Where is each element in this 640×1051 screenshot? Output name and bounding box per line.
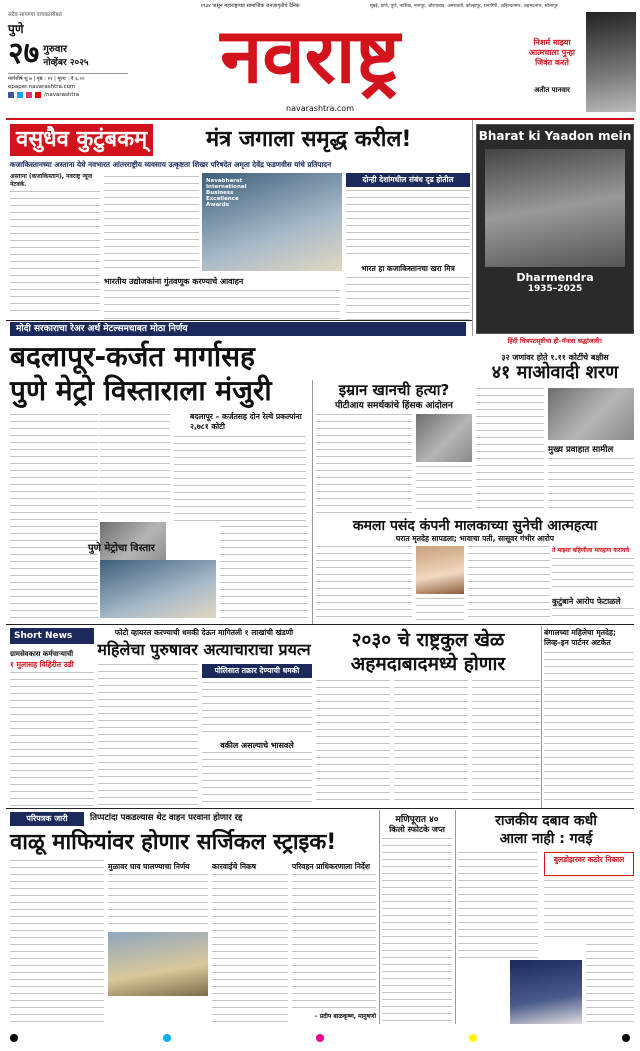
imran-sub: पीटीआय समर्थकांचे हिंसक आंदोलन <box>335 401 453 411</box>
short-news-item1-head: ग्रामसेवकास कर्मचाऱ्याची <box>10 650 74 658</box>
side-body-1 <box>346 190 470 260</box>
kamla-sub: घरात मृतदेह सापडला; भावाचा पती, सासूवर गंभीर आरोप <box>395 534 555 543</box>
women-body-3 <box>202 752 312 806</box>
cwg-body-3 <box>472 680 540 806</box>
imran-headline: इम्रान खानची हत्या? <box>338 381 450 399</box>
cwg-headline-2: अहमदाबादमध्ये होणार <box>350 653 506 675</box>
transport-body-3 <box>212 874 288 1024</box>
tribute-title: Bharat ki Yaadon mein <box>478 129 632 143</box>
ad-title: निशर्म माझ्या आत्मचाला पुन्हा जिवंत करते <box>529 38 575 67</box>
short-news-body <box>10 672 94 806</box>
lead-column-1 <box>10 173 100 319</box>
metro-headline-2: पुणे मेट्रो विस्ताराला मंजुरी <box>10 374 272 407</box>
transport-headline: वाळू माफियांवर होणार सर्जिकल स्ट्राइक! <box>10 830 337 855</box>
ad-model-photo <box>586 12 636 112</box>
transport-tag: परिपत्रक जारी <box>10 812 84 826</box>
lead-body-1 <box>10 191 100 315</box>
kamla-body-3 <box>468 546 550 622</box>
lead-kicker: वसुधैव कुटुंबकम् <box>10 124 153 156</box>
kamla-body-5 <box>552 608 634 622</box>
lead-subhead: कजाकिस्तानच्या अस्ताना येथे नवभारत आंतरराष्ट्रीय व्यवसाय उत्कृष्टता शिखर परिषदेत अमृता देवेंद्र फडणवीस यांचे प्रतिपादन <box>10 160 332 169</box>
short-news-label: Short News <box>10 628 94 644</box>
registration-strip <box>10 1034 630 1042</box>
side-headline-1: दोन्ही देशांमधील संबंध दृढ होतील <box>346 173 470 187</box>
kamla-headline: कमला पसंद कंपनी मालकाच्या सुनेची आत्महत्या <box>352 518 598 534</box>
women-body-2 <box>202 682 312 736</box>
kamla-body-1 <box>316 546 412 622</box>
side-body-2 <box>346 277 470 320</box>
transport-body-2 <box>108 874 208 930</box>
kamla-body-4 <box>552 558 634 592</box>
metro-side-head: बदलापूर – कर्जतसह दोन रेल्वे प्रकल्पांना २,७८१ कोटी <box>190 412 302 431</box>
metro-body-3 <box>174 436 306 522</box>
edition-city: पुणे <box>8 22 24 36</box>
manipur-head: मणिपूरात ४० <box>395 815 439 825</box>
date-panel <box>8 10 128 118</box>
bengal-body <box>544 652 634 806</box>
masthead-logo: नवराष्ट्र <box>220 11 400 100</box>
sand-mining-photo <box>108 932 208 996</box>
cwg-body-2 <box>394 680 468 806</box>
maoist-photo <box>548 388 634 440</box>
kamla-side: ते माझ्या बहिणीला मारहाण करायचे <box>552 547 630 554</box>
maoist-body-2 <box>548 458 634 510</box>
metro-headline-1: बदलापूर-कर्जत मार्गासह <box>10 340 255 373</box>
maoist-headline: ४१ माओवादी शरण <box>491 362 619 383</box>
issue-meta: मार्गशीर्ष शु ७ | पृष्ठ : १२ | मूल्य : ₹ ६.०० <box>8 73 128 82</box>
manipur-body <box>382 838 452 1024</box>
kamla-side-2: कुटुंबाने आरोप फेटाळले <box>552 597 621 606</box>
youtube-icon[interactable] <box>35 92 41 98</box>
metro-body-4 <box>220 526 308 620</box>
transport-pre: तिप्पटांदा पकडल्यास थेट वाहन परवाना होणार रद्द <box>90 813 243 823</box>
imran-photo <box>416 414 472 462</box>
maoist-sub: मुख्य प्रवाहात सामील <box>548 445 614 455</box>
tribute-box <box>476 124 634 334</box>
gavai-body-2 <box>544 880 634 940</box>
gavai-body-3 <box>586 944 634 1024</box>
award-banner: Navabharat International Business Excellence Awards <box>206 178 247 208</box>
date-day: गुरुवार <box>43 43 68 55</box>
website[interactable]: navarashtra.com <box>286 104 354 113</box>
bengal-head: बंगालच्या महिलेचा मृतदेह; लिव्ह–इन पार्टनर अटकेत <box>544 628 616 647</box>
gavai-headline-2: आला नाही : गवई <box>499 831 593 847</box>
gavai-box: बुलडोझरवर कठोर निकाल <box>544 852 634 876</box>
gavai-body-1 <box>458 852 538 962</box>
women-headline: महिलेचा पुरुषावर अत्याचाराचा प्रयत्न <box>97 640 311 659</box>
lead-headline: मंत्र जगाला समृद्ध करील! <box>206 127 412 152</box>
women-pre: फोटो व्हायरल करण्याची धमकी देऊन मागितली १ लाखांची खंडणी <box>114 628 294 637</box>
lead-caption-body <box>104 290 340 320</box>
lead-body-2 <box>104 176 199 274</box>
metro-body-2 <box>100 414 170 518</box>
imran-body-2 <box>416 466 472 514</box>
maoist-pre: ३२ जणांवर होते १.११ कोटींचे बक्षीस <box>501 353 609 362</box>
lead-caption: भारतीय उद्योजकांना गुंतवणूक करण्याचे आवाहन <box>104 277 244 286</box>
transport-quote-by: – प्रदीप बाळकृष्ण, मानुषणो <box>314 1013 376 1020</box>
social-handle: /navarashtra <box>44 92 80 98</box>
gavai-photo <box>510 960 582 1024</box>
instagram-icon[interactable] <box>26 92 32 98</box>
date-number: २७ <box>8 36 40 71</box>
kamla-body-2 <box>416 598 464 622</box>
tribute-years: 1935–2025 <box>527 284 583 294</box>
lead-dateline: अस्ताना (कजाकिस्तान), नवराष्ट्र न्यूज नेटवर्क. <box>10 173 93 188</box>
maoist-body-1 <box>476 388 544 510</box>
gavai-headline-1: राजकीय दबाव कधी <box>495 813 597 829</box>
women-sub: वकील असल्याचे भासवले <box>220 741 294 750</box>
manipur-sub: किलो स्फोटके जप्त <box>389 825 445 834</box>
women-body-1 <box>98 664 198 806</box>
tribute-caption: हिंदी चित्रपटसृष्टीचा ही–मॅनला श्रद्धांजली! <box>507 337 603 345</box>
left-tagline: सदैव सापण्या वाचकांसोबत <box>8 12 62 18</box>
social-row <box>8 92 128 98</box>
masthead-editions: मुंबई, ठाणे, पुणे, नाशिक, नागपूर, औरंगाबाद, अमरावती, कोल्हापूर, रत्नागिरी, अहिल्यानगर, अहमदनगर, सोलापूर <box>370 4 558 9</box>
metro-train-photo <box>100 560 216 618</box>
cwg-headline-1: २०३० चे राष्ट्रकुल खेळ <box>351 629 505 651</box>
side-headline-2: भारत हा कजाकिस्तानचा खरा मित्र <box>361 264 455 273</box>
transport-col1: मुळावर घाव घालण्याचा निर्णय <box>108 862 190 871</box>
metro-pre: मोदी सरकाराचा रेअर अर्थ मेटल्समधाबत मोठा निर्णय <box>10 322 466 336</box>
tribute-photo <box>485 149 625 267</box>
metro-body-1 <box>10 414 98 624</box>
imran-body-1 <box>316 414 412 514</box>
date-month: नोव्हेंबर २०२५ <box>43 57 89 68</box>
metro-sub: पुणे मेट्रोचा विस्तार <box>88 543 155 554</box>
transport-col2: कारवाईचे निकष <box>212 862 257 871</box>
transport-body-1 <box>10 860 104 1024</box>
facebook-icon[interactable] <box>8 92 14 98</box>
short-news-item1-sub: १ मुलासह विहिरीत उडी <box>10 660 74 669</box>
transport-body-4 <box>292 874 376 1010</box>
twitter-icon[interactable] <box>17 92 23 98</box>
ad-name: अतीत पानवार <box>534 86 570 94</box>
kamla-photo <box>416 546 464 594</box>
cwg-body-1 <box>316 680 390 806</box>
transport-col3: परिवहन प्राधिकरणाला निर्देश <box>292 862 370 871</box>
epaper-link[interactable]: epaper.navarashtra.com <box>8 84 76 90</box>
women-box: पोलिसात तक्रार देण्याची धमकी <box>202 664 312 678</box>
masthead-tagline: १९३४ पासून महाराष्ट्राच्या सामाजिक जनजागृतीचे दैनिक <box>200 3 300 9</box>
tribute-name: Dharmendra <box>516 271 594 284</box>
